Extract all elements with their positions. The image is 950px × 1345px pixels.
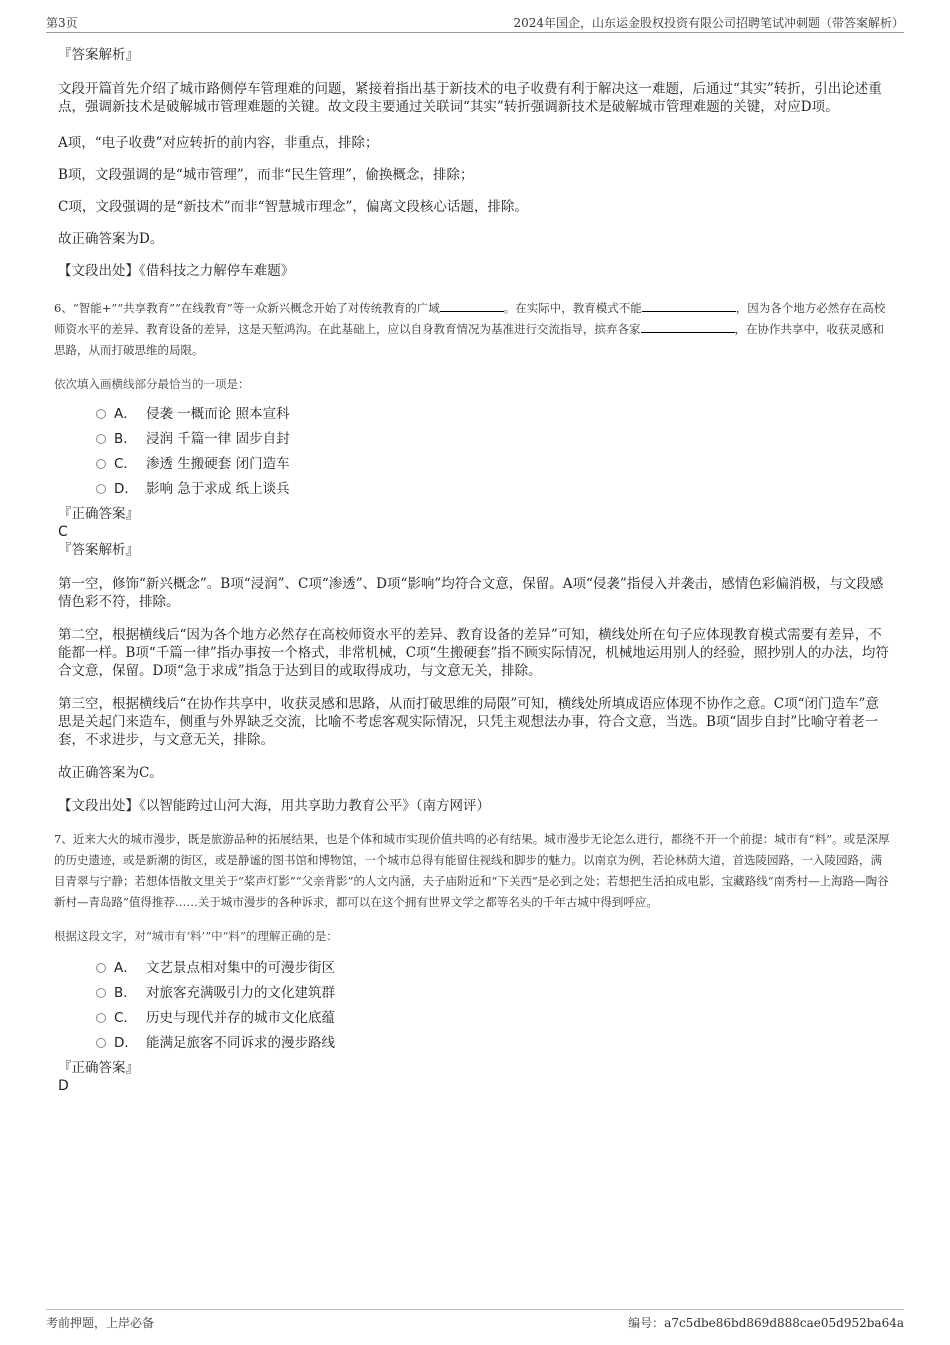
q6-analysis-para-3: 第三空，根据横线后“在协作共享中，收获灵感和思路，从而打破思维的局限”可知，横线处所填成语应体现不协作之意。C项“闭门造车”意思是关起门来造车，侧重与外界缺乏交流，比喻不考虑客观实际情况，只凭主观想法办事，符合文意，当选。B项“固步自封”比喻守着老一套，不求进步，与文意无关，排除。 <box>58 696 879 748</box>
page-footer <box>46 1309 904 1330</box>
q6-analysis-label: 『答案解析』 <box>58 542 139 558</box>
radio-icon[interactable] <box>96 988 106 998</box>
q6-correct-label: 『正确答案』 <box>58 506 139 522</box>
q7-options <box>96 959 890 1059</box>
q6-stem-part-4: ，在协作共享中，收获灵感和思路，从而打破思维的局限。 <box>54 322 884 357</box>
q6-source: 【文段出处】《以智能跨过山河大海，用共享助力教育公平》（南方网评） <box>58 798 490 814</box>
q6-blank-1 <box>440 299 504 312</box>
q5-source: 【文段出处】《借科技之力解停车难题》 <box>58 263 295 279</box>
radio-icon[interactable] <box>96 409 106 419</box>
q6-option-b[interactable]: B． 浸润 千篇一律 固步自封 <box>96 430 890 455</box>
q6-prompt: 依次填入画横线部分最恰当的一项是： <box>54 377 250 391</box>
page-number: 第3页 <box>46 16 78 30</box>
q5-conclusion: 故正确答案为D。 <box>58 231 164 247</box>
document-title: 2024年国企，山东运金股权投资有限公司招聘笔试冲刺题（带答案解析） <box>513 16 904 30</box>
q6-blank-3 <box>641 320 735 333</box>
document-body <box>54 44 890 1095</box>
q7-option-b[interactable]: B． 对旅客充满吸引力的文化建筑群 <box>96 984 890 1009</box>
q6-stem-part-3: ，因为各个地方必然存在高校师资水平的差异、教育设备的差异，这是天堑鸿沟。在此基础上，应以自身教育情况为基准进行交流指导，摈弃各家 <box>54 301 886 336</box>
radio-icon[interactable] <box>96 963 106 973</box>
q6-blank-2 <box>642 299 736 312</box>
radio-icon[interactable] <box>96 484 106 494</box>
q7-option-a[interactable]: A． 文艺景点相对集中的可漫步街区 <box>96 959 890 984</box>
q6-option-d[interactable]: D． 影响 急于求成 纸上谈兵 <box>96 480 890 505</box>
radio-icon[interactable] <box>96 434 106 444</box>
page-header <box>46 14 904 33</box>
document-id: 编号：a7c5dbe86bd869d888cae05d952ba64a <box>628 1316 904 1330</box>
q7-correct-label: 『正确答案』 <box>58 1060 139 1076</box>
q7-stem: 7、近来大火的城市漫步，既是旅游品种的拓展结果，也是个体和城市实现价值共鸣的必有结果。城市漫步无论怎么进行，都绕不开一个前提：城市有“料”。或是深厚的历史遗迹，或是新潮的街区，或是静谧的图书馆和博物馆，一个城市总得有能留住视线和脚步的魅力。以南京为例，若论林荫大道，首选陵园路，一入陵园路，满目青翠与宁静；若想体悟散文里关于“桨声灯影”“父亲背影”的人文内涵，夫子庙附近和“下关西”是必到之处；若想把生活拍成电影，宝藏路线“南秀村—上海路—陶谷新村—青岛路”值得推荐……关于城市漫步的各种诉求，都可以在这个拥有世界文学之都等名头的千年古城中得到呼应。 <box>54 832 890 909</box>
q6-analysis-para-1: 第一空，修饰“新兴概念”。B项“浸润”、C项“渗透”、D项“影响”均符合文意，保留。A项“侵袭”指侵入并袭击，感情色彩偏消极，与文段感情色彩不符，排除。 <box>58 576 884 610</box>
q6-answer: C <box>58 524 68 540</box>
radio-icon[interactable] <box>96 1038 106 1048</box>
q6-stem <box>54 298 890 361</box>
footer-slogan: 考前押题，上岸必备 <box>46 1316 155 1330</box>
q5-analysis-para-3: B项，文段强调的是“城市管理”，而非“民生管理”，偷换概念，排除； <box>58 167 474 183</box>
q6-stem-part-2: 。在实际中，教育模式不能 <box>503 301 642 315</box>
radio-icon[interactable] <box>96 1013 106 1023</box>
q6-conclusion: 故正确答案为C。 <box>58 765 163 781</box>
radio-icon[interactable] <box>96 459 106 469</box>
q7-prompt: 根据这段文字，对“城市有‘料’”中“料”的理解正确的是： <box>54 929 338 943</box>
q7-option-c[interactable]: C． 历史与现代并存的城市文化底蕴 <box>96 1009 890 1034</box>
q5-analysis-para-2: A项，“电子收费”对应转折的前内容，非重点，排除； <box>58 135 379 151</box>
q6-analysis-para-2: 第二空，根据横线后“因为各个地方必然存在高校师资水平的差异、教育设备的差异”可知，横线处所在句子应体现教育模式需要有差异，不能都一样。B项“千篇一律”指办事按一个格式，非常机械，C项“生搬硬套”指不顾实际情况，机械地运用别人的经验，照抄别人的办法，均符合文意，保留。D项“急于求成”指急于达到目的或取得成功，与文意无关，排除。 <box>58 627 889 679</box>
q5-analysis-label: 『答案解析』 <box>58 47 139 63</box>
q6-options <box>96 405 890 505</box>
q5-analysis-para-1: 文段开篇首先介绍了城市路侧停车管理难的问题，紧接着指出基于新技术的电子收费有利于解决这一难题，后通过“其实”转折，引出论述重点，强调新技术是破解城市管理难题的关键。故文段主要通过关联词“其实”转折强调新技术是破解城市管理难题的关键，对应D项。 <box>58 81 882 115</box>
q7-option-d[interactable]: D． 能满足旅客不同诉求的漫步路线 <box>96 1034 890 1059</box>
q6-stem-part-1: 6、“智能+”“共享教育”“在线教育”等一众新兴概念开始了对传统教育的广域 <box>54 301 440 315</box>
q7-answer: D <box>58 1078 69 1094</box>
q6-option-a[interactable]: A． 侵袭 一概而论 照本宣科 <box>96 405 890 430</box>
q6-option-c[interactable]: C． 渗透 生搬硬套 闭门造车 <box>96 455 890 480</box>
q5-analysis-para-4: C项，文段强调的是“新技术”而非“智慧城市理念”，偏离文段核心话题，排除。 <box>58 199 528 215</box>
